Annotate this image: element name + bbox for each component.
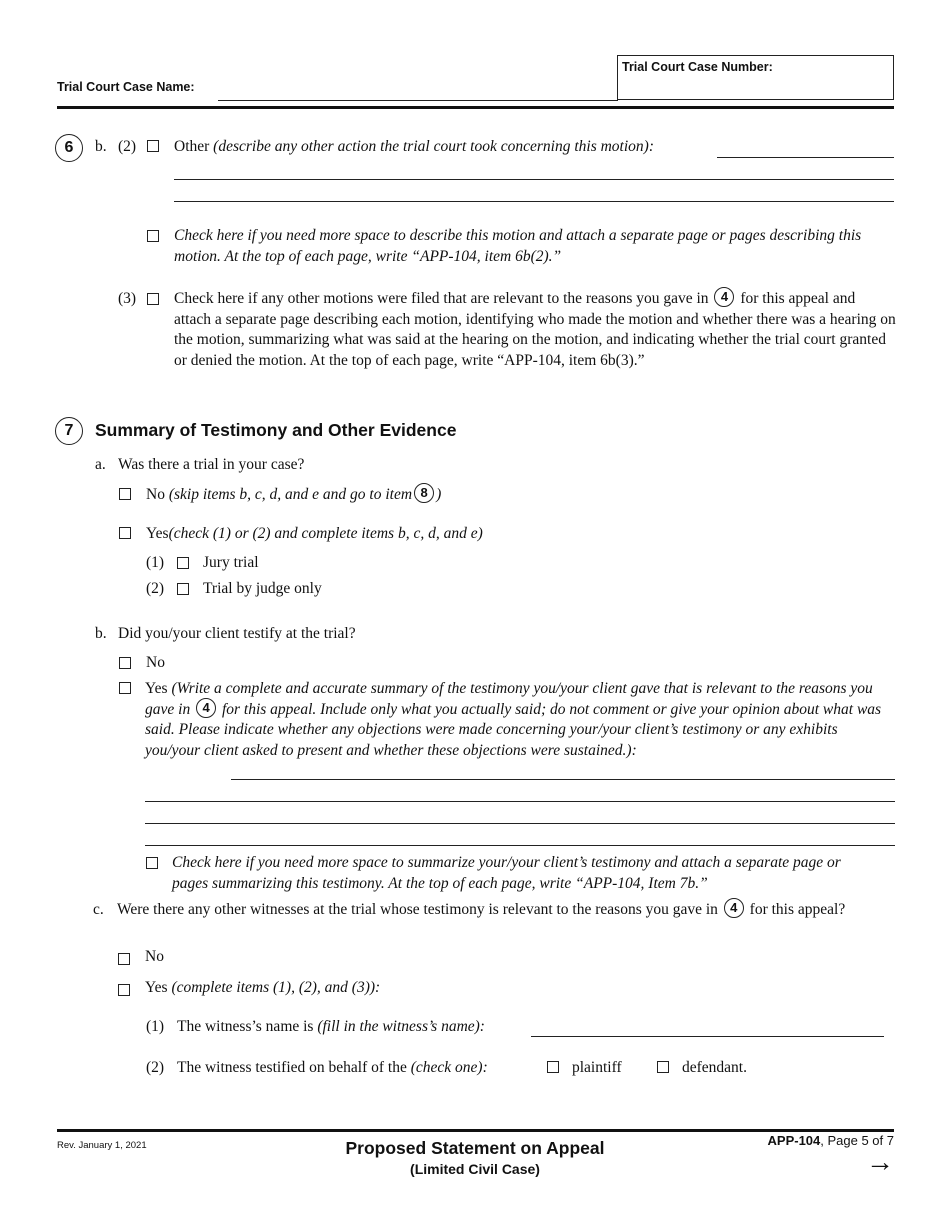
case-name-field[interactable] [218,100,618,101]
revision-date: Rev. January 1, 2021 [57,1140,147,1151]
item-6b2-lead: Other [174,138,210,155]
item-7b-more-space-checkbox[interactable] [146,857,158,869]
item-7c-question-after: for this appeal? [749,901,846,918]
form-id: APP-104 [767,1133,821,1148]
item-6b2-more-space-text: Check here if you need more space to describe this motion and attach a separate page or pages describing this motion. At the top of each page, write “APP-104, item 6b(2).” [174,227,862,265]
item-6b-label: b. [95,138,107,155]
item-6b3-ref: 4 [714,287,734,307]
item-7c1-label: (1) [146,1018,165,1035]
testimony-line-2[interactable] [145,801,895,802]
item-7c-yes-label: Yes [145,979,168,996]
plaintiff-label: plaintiff [572,1059,622,1076]
case-number-box[interactable] [617,55,894,100]
item-7b-question: Did you/your client testify at the trial? [118,625,356,642]
item-6b2-line-3[interactable] [174,201,894,202]
item-6b3-checkbox[interactable] [147,293,159,305]
item-7c2-text [177,1058,488,1079]
page-number: , Page 5 of 7 [820,1133,894,1148]
item-7b-more-space-text: Check here if you need more space to summarize your/your client’s testimony and attach a separate page or pages summarizing this testimony. At the top of each page, write “APP-104, Item 7b.” [172,854,841,892]
item-7a-yes-text [146,524,483,545]
item-7a-yes-hint: (check (1) or (2) and complete items b, c, d, and e) [168,525,483,542]
item-6b2-text [174,137,654,158]
item-7a-no-ref: 8 [414,483,434,503]
item-7c-no-checkbox[interactable] [118,953,130,965]
item-7b-yes-checkbox[interactable] [119,682,131,694]
form-subtitle: (Limited Civil Case) [410,1161,540,1177]
item-7c2-label: (2) [146,1059,165,1076]
item-7c-yes-text [145,978,380,999]
witness-name-field[interactable] [531,1036,884,1037]
item-7c-no-label: No [145,948,164,965]
item-6b2-hint: (describe any other action the trial court took concerning this motion): [213,138,654,155]
item-7a-yes-label: Yes [146,525,169,542]
item-7c1-lead: The witness’s name is [177,1018,314,1035]
item-7b-yes-label: Yes [145,680,168,697]
judge-trial-checkbox[interactable] [177,583,189,595]
defendant-label: defendant. [682,1059,747,1076]
jury-trial-text: Jury trial [203,554,259,571]
item-7c-yes-checkbox[interactable] [118,984,130,996]
testimony-line-1[interactable] [231,779,895,780]
item-6-number: 6 [55,134,83,162]
item-7b-yes-ref: 4 [196,698,216,718]
header-rule [57,106,894,109]
item-7c2-hint: (check one): [410,1059,488,1076]
item-7b-no-checkbox[interactable] [119,657,131,669]
jury-trial-checkbox[interactable] [177,557,189,569]
item-7a-label: a. [95,456,106,473]
item-6b3-label: (3) [118,290,137,307]
item-7a-no-text [146,485,441,506]
item-7-title: Summary of Testimony and Other Evidence [95,420,457,440]
item-7c2-lead: The witness testified on behalf of the [177,1059,407,1076]
item-7c-question [117,900,897,921]
item-6b2-more-space-checkbox[interactable] [147,230,159,242]
item-7c-question-before: Were there any other witnesses at the trial whose testimony is relevant to the reasons you gave in [117,901,718,918]
item-6b2-label: (2) [118,138,137,155]
item-7c-ref: 4 [724,898,744,918]
item-7a-yes-checkbox[interactable] [119,527,131,539]
item-6b2-line-2[interactable] [174,179,894,180]
item-7b-yes-text [145,679,890,761]
item-7c1-hint: (fill in the witness’s name): [317,1018,485,1035]
plaintiff-checkbox[interactable] [547,1061,559,1073]
case-name-label: Trial Court Case Name: [57,80,195,94]
testimony-line-3[interactable] [145,823,895,824]
footer-rule [57,1129,894,1132]
item-7a-no-checkbox[interactable] [119,488,131,500]
item-7c-label: c. [93,901,104,918]
item-7b-yes-hint-before: (Write a complete and accurate summary of the testimony you/your client gave that is relevant to the reasons you gave in [145,680,873,718]
testimony-line-4[interactable] [145,845,895,846]
item-7b-yes-hint-after: for this appeal. Include only what you actually said; do not comment or give your opinion about what was said. Please indicate whether any objections were made concerning your/your client’s testimony or any exhibits you/your client asked to present and whether these objections were sustained.): [145,700,882,759]
item-6b3-text-after: for this appeal and attach a separate page describing each motion, identifying who made the motion and whether there was a hearing on the motion, summarizing what was said at the hearing on the motion, and indicating whether the trial court granted or denied the motion. At the top of each page, write “APP-104, item 6b(3).” [174,290,896,369]
item-6b3-text [174,289,896,371]
item-6b2-checkbox[interactable] [147,140,159,152]
next-page-arrow-icon[interactable]: → [866,1146,894,1177]
item-7a-question: Was there a trial in your case? [118,456,305,473]
judge-trial-text: Trial by judge only [203,580,322,597]
item-7a-no-hint: (skip items b, c, d, and e and go to item [168,486,413,503]
item-7-number: 7 [55,417,83,445]
item-7a1-label: (1) [146,554,165,571]
case-number-label: Trial Court Case Number: [622,60,773,74]
item-6b3-text-before: Check here if any other motions were filed that are relevant to the reasons you gave in [174,290,709,307]
item-7a-no-hint-close: ) [436,486,442,503]
form-title: Proposed Statement on Appeal [345,1138,605,1158]
item-7b-label: b. [95,625,107,642]
item-6b2-line-1[interactable] [717,157,894,158]
item-7c1-text [177,1017,485,1038]
item-7a2-label: (2) [146,580,165,597]
item-7c-yes-hint: (complete items (1), (2), and (3)): [171,979,381,996]
defendant-checkbox[interactable] [657,1061,669,1073]
item-7a-no-label: No [146,486,165,503]
item-7b-no-label: No [146,654,165,671]
